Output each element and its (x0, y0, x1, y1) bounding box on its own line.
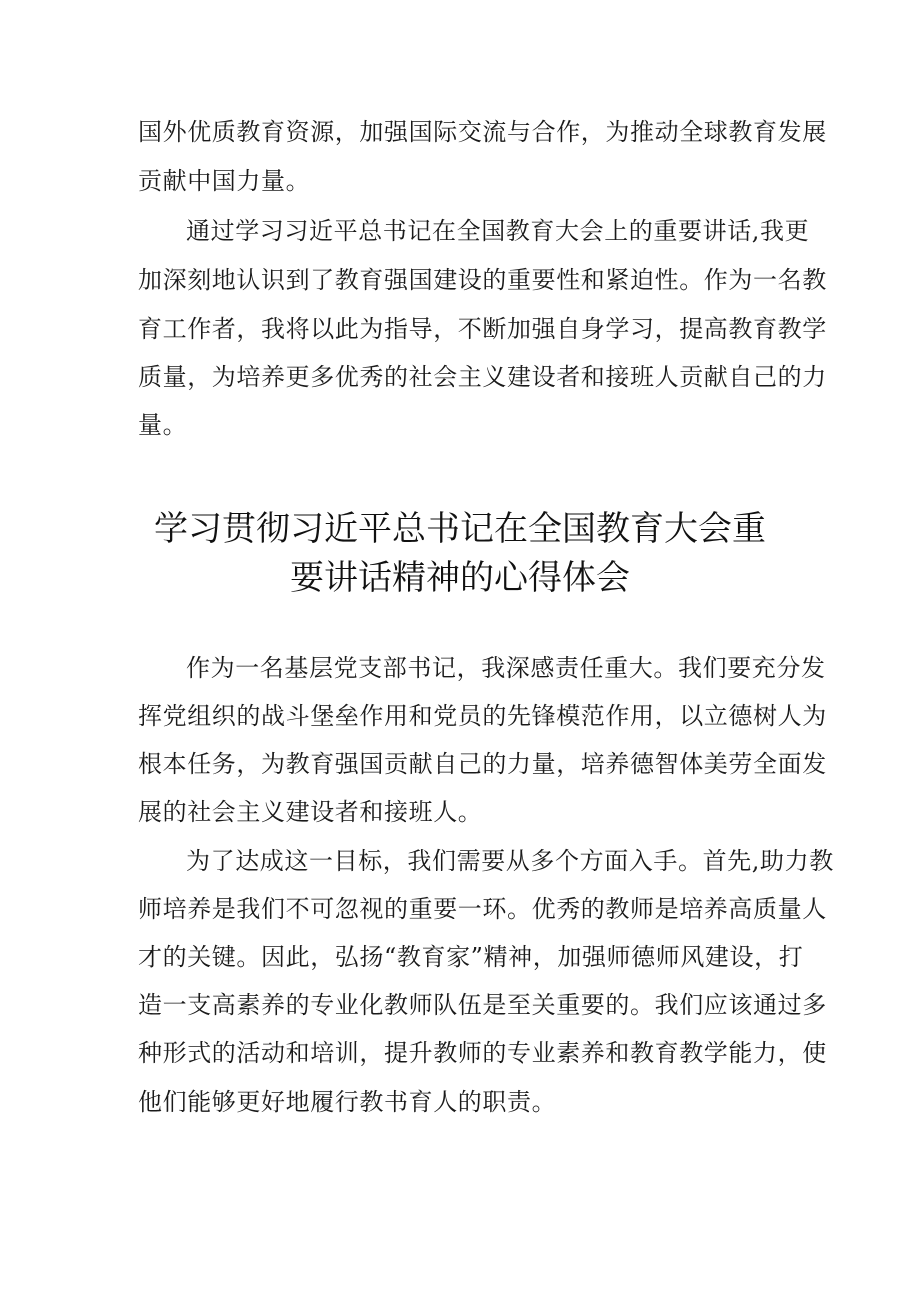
paragraph-line: 质量，为培养更多优秀的社会主义建设者和接班人贡献自己的力 (138, 363, 827, 391)
paragraph-line: 育工作者，我将以此为指导，不断加强自身学习，提高教育教学 (138, 315, 827, 343)
paragraph-line: 量。 (138, 411, 188, 439)
paragraph-line: 贡献中国力量。 (138, 167, 311, 195)
paragraph-line: 通过学习习近平总书记在全国教育大会上的重要讲话,我更 (186, 217, 810, 245)
paragraph-line: 国外优质教育资源，加强国际交流与合作，为推动全球教育发展 (138, 118, 827, 146)
paragraph-line: 为了达成这一目标，我们需要从多个方面入手。首先,助力教 (186, 847, 834, 875)
section-title-line: 学习贯彻习近平总书记在全国教育大会重 (154, 509, 766, 549)
paragraph-line: 展的社会主义建设者和接班人。 (138, 798, 483, 826)
paragraph-line: 他们能够更好地履行教书育人的职责。 (138, 1088, 557, 1116)
paragraph-line: 挥党组织的战斗堡垒作用和党员的先锋模范作用，以立德树人为 (138, 702, 827, 730)
paragraph-line: 种形式的活动和培训，提升教师的专业素养和教育教学能力，使 (138, 1039, 827, 1067)
paragraph-line: 造一支高素养的专业化教师队伍是至关重要的。我们应该通过多 (138, 991, 827, 1019)
paragraph-line: 师培养是我们不可忽视的重要一环。优秀的教师是培养高质量人 (138, 895, 827, 923)
paragraph-line: 作为一名基层党支部书记，我深感责任重大。我们要充分发 (186, 654, 826, 682)
paragraph-line: 加深刻地认识到了教育强国建设的重要性和紧迫性。作为一名教 (138, 266, 827, 294)
paragraph-line: 才的关键。因此，弘扬“教育家”精神，加强师德师风建设，打 (138, 943, 804, 971)
paragraph-line: 根本任务，为教育强国贡献自己的力量，培养德智体美劳全面发 (138, 750, 827, 778)
section-title-line: 要讲话精神的心得体会 (290, 558, 630, 598)
